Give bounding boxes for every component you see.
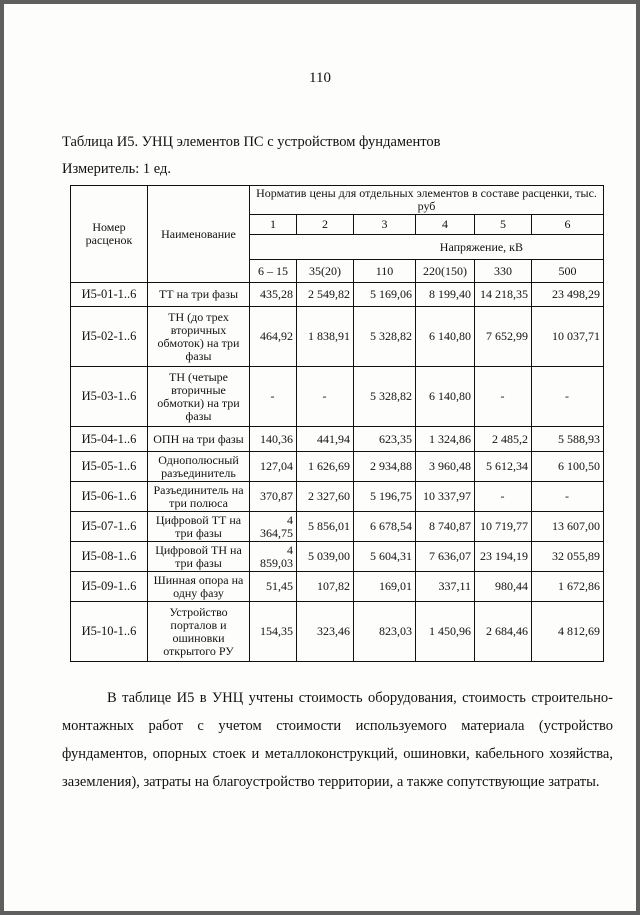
row-name: ОПН на три фазы	[148, 427, 250, 452]
row-value: 23 194,19	[475, 542, 532, 572]
row-value: -	[475, 367, 532, 427]
row-value: 1 838,91	[297, 307, 354, 367]
row-value: 464,92	[250, 307, 297, 367]
row-value: 6 140,80	[416, 307, 475, 367]
header-voltage: Напряжение, кВ	[250, 235, 604, 260]
header-column-number: 3	[354, 215, 416, 235]
header-column-number: 1	[250, 215, 297, 235]
row-value: 2 684,46	[475, 602, 532, 662]
row-value: 1 672,86	[532, 572, 604, 602]
document-page	[4, 4, 636, 911]
header-voltage-value: 500	[532, 260, 604, 283]
row-value: -	[297, 367, 354, 427]
row-value: 2 327,60	[297, 482, 354, 512]
row-value: 5 328,82	[354, 367, 416, 427]
row-value: 5 169,06	[354, 283, 416, 307]
row-code: И5-02-1..6	[71, 307, 148, 367]
row-value: 623,35	[354, 427, 416, 452]
table-row	[71, 367, 604, 427]
row-value: 2 485,2	[475, 427, 532, 452]
table-row	[71, 542, 604, 572]
header-column-number: 2	[297, 215, 354, 235]
row-name: Однополюсный разъединитель	[148, 452, 250, 482]
row-value: 5 196,75	[354, 482, 416, 512]
header-voltage-value: 6 – 15	[250, 260, 297, 283]
row-name: Устройство порталов и ошиновки открытого РУ	[148, 602, 250, 662]
row-value: 7 636,07	[416, 542, 475, 572]
header-voltage-value: 220(150)	[416, 260, 475, 283]
row-value: 2 934,88	[354, 452, 416, 482]
row-value: 51,45	[250, 572, 297, 602]
row-value: 13 607,00	[532, 512, 604, 542]
row-value: 169,01	[354, 572, 416, 602]
row-value: 5 588,93	[532, 427, 604, 452]
row-value: 32 055,89	[532, 542, 604, 572]
row-value: 8 740,87	[416, 512, 475, 542]
row-value: 323,46	[297, 602, 354, 662]
row-code: И5-10-1..6	[71, 602, 148, 662]
row-value: -	[475, 482, 532, 512]
row-value: 23 498,29	[532, 283, 604, 307]
page-number: 110	[309, 70, 331, 86]
row-name: ТТ на три фазы	[148, 283, 250, 307]
row-value: 1 324,86	[416, 427, 475, 452]
row-value: 10 719,77	[475, 512, 532, 542]
row-value: 14 218,35	[475, 283, 532, 307]
price-table	[70, 185, 604, 662]
row-value: 6 100,50	[532, 452, 604, 482]
row-value: 4 364,75	[250, 512, 297, 542]
row-value: 2 549,82	[297, 283, 354, 307]
row-value: -	[250, 367, 297, 427]
table-row	[71, 482, 604, 512]
row-value: 10 337,97	[416, 482, 475, 512]
row-code: И5-08-1..6	[71, 542, 148, 572]
row-name: Цифровой ТТ на три фазы	[148, 512, 250, 542]
table-caption: Таблица И5. УНЦ элементов ПС с устройством фундаментов	[62, 134, 441, 150]
row-code: И5-04-1..6	[71, 427, 148, 452]
row-value: 5 039,00	[297, 542, 354, 572]
table-row	[71, 602, 604, 662]
row-value: 107,82	[297, 572, 354, 602]
table-row	[71, 452, 604, 482]
header-voltage-value: 330	[475, 260, 532, 283]
row-code: И5-01-1..6	[71, 283, 148, 307]
row-name: Шинная опора на одну фазу	[148, 572, 250, 602]
row-value: 435,28	[250, 283, 297, 307]
row-value: 4 859,03	[250, 542, 297, 572]
header-name: Наименование	[148, 186, 250, 283]
row-value: 4 812,69	[532, 602, 604, 662]
explanatory-paragraph: В таблице И5 в УНЦ учтены стоимость оборудования, стоимость строительно-монтажных работ с учетом стоимости используемого материала (устройство фундаментов, опорных стоек и металлоконструкций, ошиновки, кабельного хозяйства, заземления), затраты на благоустройство территории, а также сопутствующие затраты.	[62, 690, 613, 790]
header-code: Номер расценок	[71, 186, 148, 283]
row-value: -	[532, 482, 604, 512]
row-code: И5-06-1..6	[71, 482, 148, 512]
row-value: 8 199,40	[416, 283, 475, 307]
row-name: Разъединитель на три полюса	[148, 482, 250, 512]
row-value: 6 140,80	[416, 367, 475, 427]
row-name: Цифровой ТН на три фазы	[148, 542, 250, 572]
table-row	[71, 572, 604, 602]
row-value: 10 037,71	[532, 307, 604, 367]
row-value: 980,44	[475, 572, 532, 602]
row-name: ТН (четыре вторичные обмотки) на три фазы	[148, 367, 250, 427]
row-value: 5 604,31	[354, 542, 416, 572]
row-code: И5-07-1..6	[71, 512, 148, 542]
row-value: 5 856,01	[297, 512, 354, 542]
row-value: 5 328,82	[354, 307, 416, 367]
header-column-number: 5	[475, 215, 532, 235]
row-code: И5-03-1..6	[71, 367, 148, 427]
row-value: 370,87	[250, 482, 297, 512]
row-value: 3 960,48	[416, 452, 475, 482]
row-value: 5 612,34	[475, 452, 532, 482]
row-value: 140,36	[250, 427, 297, 452]
header-voltage-value: 35(20)	[297, 260, 354, 283]
row-code: И5-05-1..6	[71, 452, 148, 482]
table-row	[71, 307, 604, 367]
row-name: ТН (до трех вторичных обмоток) на три фазы	[148, 307, 250, 367]
header-voltage-value: 110	[354, 260, 416, 283]
row-value: -	[532, 367, 604, 427]
row-value: 1 626,69	[297, 452, 354, 482]
table-row	[71, 427, 604, 452]
table-row	[71, 283, 604, 307]
unit-of-measure: Измеритель: 1 ед.	[62, 161, 172, 177]
row-value: 1 450,96	[416, 602, 475, 662]
row-value: 337,11	[416, 572, 475, 602]
header-column-number: 6	[532, 215, 604, 235]
row-value: 127,04	[250, 452, 297, 482]
table-row	[71, 512, 604, 542]
header-column-number: 4	[416, 215, 475, 235]
header-price-group: Норматив цены для отдельных элементов в составе расценки, тыс. руб	[250, 186, 604, 215]
row-value: 7 652,99	[475, 307, 532, 367]
row-value: 441,94	[297, 427, 354, 452]
row-value: 823,03	[354, 602, 416, 662]
row-code: И5-09-1..6	[71, 572, 148, 602]
row-value: 154,35	[250, 602, 297, 662]
row-value: 6 678,54	[354, 512, 416, 542]
